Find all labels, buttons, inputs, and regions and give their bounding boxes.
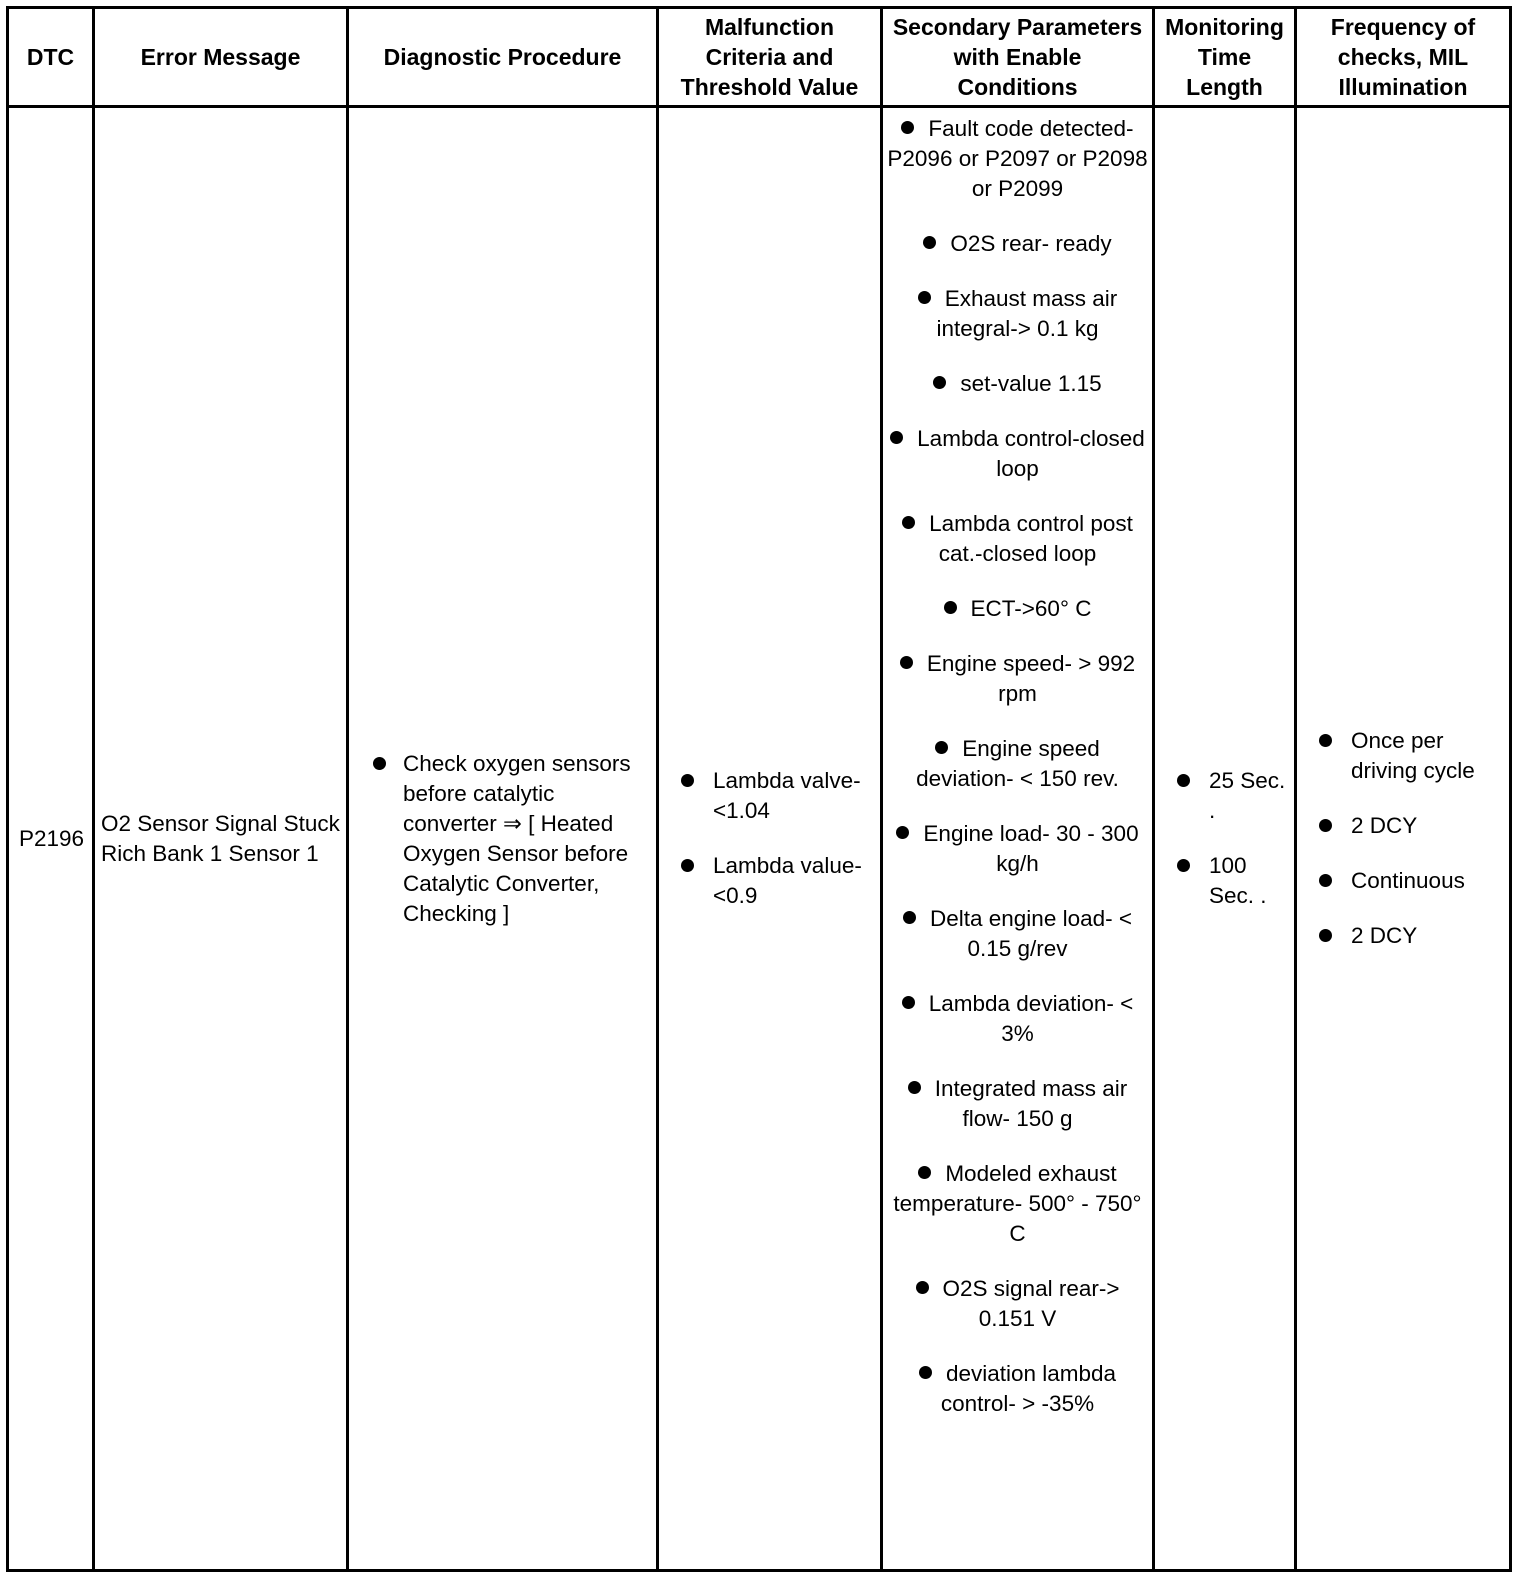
list-item <box>887 649 1148 709</box>
list-item-text: Delta engine load- < 0.15 g/rev <box>929 906 1133 961</box>
list-item-text: Continuous <box>1351 868 1465 893</box>
list-item <box>887 229 1148 259</box>
list-item-text: 2 DCY <box>1351 813 1418 838</box>
list-item <box>1155 851 1294 911</box>
list-item <box>887 1159 1148 1249</box>
bullet-icon <box>918 1166 931 1179</box>
bullet-icon <box>681 774 694 787</box>
table-row <box>8 107 1511 1571</box>
list-item <box>887 819 1148 879</box>
bullet-icon <box>681 859 694 872</box>
header-error-message: Error Message <box>94 8 348 107</box>
list-item <box>349 749 656 929</box>
list-item-text: Engine speed deviation- < 150 rev. <box>916 736 1119 791</box>
error-message: O2 Sensor Signal Stuck Rich Bank 1 Sensor 1 <box>94 107 348 1571</box>
list-item-text: 2 DCY <box>1351 923 1418 948</box>
header-row <box>8 8 1511 107</box>
secondary-parameters-list <box>883 114 1152 1419</box>
diagnostic-procedure-cell <box>348 107 658 1571</box>
diagnostic-procedure-list <box>349 749 656 929</box>
list-item-text: Integrated mass air flow- 150 g <box>934 1076 1128 1131</box>
list-item <box>887 424 1148 484</box>
dtc-code: P2196 <box>8 107 94 1571</box>
list-item <box>887 114 1148 204</box>
header-monitoring-time: Monitoring Time Length <box>1154 8 1296 107</box>
list-item-text: Engine load- 30 - 300 kg/h <box>923 821 1139 876</box>
list-item-text: set-value 1.15 <box>960 371 1102 396</box>
bullet-icon <box>933 376 946 389</box>
bullet-icon <box>918 291 931 304</box>
list-item-text: Check oxygen sensors before catalytic converter ⇒ [ Heated Oxygen Sensor before Catalytic Converter, Checking ] <box>403 750 631 926</box>
list-item <box>887 594 1148 624</box>
list-item-text: Once per driving cycle <box>1351 728 1475 783</box>
list-item <box>1297 811 1509 841</box>
bullet-icon <box>923 236 936 249</box>
header-malfunction-criteria: Malfunction Criteria and Threshold Value <box>658 8 882 107</box>
list-item-text: Lambda deviation- < 3% <box>928 991 1134 1046</box>
list-item <box>1297 866 1509 896</box>
secondary-parameters-cell <box>882 107 1154 1571</box>
list-item-text: Lambda control post cat.-closed loop <box>929 511 1133 566</box>
list-item-text: Lambda value-<0.9 <box>713 853 862 908</box>
bullet-icon <box>944 601 957 614</box>
bullet-icon <box>935 741 948 754</box>
list-item-text: O2S signal rear-> 0.151 V <box>942 1276 1120 1331</box>
list-item <box>1297 726 1509 786</box>
header-diagnostic-procedure: Diagnostic Procedure <box>348 8 658 107</box>
list-item-text: Exhaust mass air integral-> 0.1 kg <box>936 286 1118 341</box>
header-dtc: DTC <box>8 8 94 107</box>
list-item <box>659 766 880 826</box>
malfunction-criteria-cell <box>658 107 882 1571</box>
bullet-icon <box>916 1281 929 1294</box>
bullet-icon <box>1177 859 1190 872</box>
bullet-icon <box>890 431 903 444</box>
bullet-icon <box>1319 929 1332 942</box>
list-item-text: Lambda valve-<1.04 <box>713 768 861 823</box>
list-item <box>1155 766 1294 826</box>
list-item-text: 25 Sec. . <box>1209 768 1286 823</box>
list-item-text: Lambda control-closed loop <box>917 426 1145 481</box>
bullet-icon <box>1319 734 1332 747</box>
monitoring-time-list <box>1155 766 1294 911</box>
list-item <box>887 1274 1148 1334</box>
dtc-table <box>6 6 1512 1572</box>
list-item <box>887 509 1148 569</box>
list-item <box>887 1359 1148 1419</box>
list-item-text: 100 Sec. . <box>1209 853 1267 908</box>
malfunction-criteria-list <box>659 766 880 911</box>
bullet-icon <box>900 656 913 669</box>
list-item-text: O2S rear- ready <box>950 231 1112 256</box>
bullet-icon <box>902 996 915 1009</box>
bullet-icon <box>902 516 915 529</box>
list-item-text: deviation lambda control- > -35% <box>940 1361 1117 1416</box>
frequency-list <box>1297 726 1509 951</box>
list-item <box>887 989 1148 1049</box>
list-item-text: Engine speed- > 992 rpm <box>926 651 1136 706</box>
monitoring-time-cell <box>1154 107 1296 1571</box>
bullet-icon <box>373 757 386 770</box>
list-item <box>887 369 1148 399</box>
list-item <box>887 284 1148 344</box>
list-item <box>1297 921 1509 951</box>
bullet-icon <box>1319 874 1332 887</box>
list-item-text: Fault code detected- P2096 or P2097 or P2098 or P2099 <box>887 116 1148 201</box>
list-item-text: Modeled exhaust temperature- 500° - 750° C <box>893 1161 1142 1246</box>
frequency-cell <box>1296 107 1511 1571</box>
list-item <box>887 734 1148 794</box>
bullet-icon <box>896 826 909 839</box>
list-item <box>887 1074 1148 1134</box>
bullet-icon <box>919 1366 932 1379</box>
list-item <box>659 851 880 911</box>
bullet-icon <box>1177 774 1190 787</box>
header-frequency: Frequency of checks, MIL Illumination <box>1296 8 1511 107</box>
bullet-icon <box>901 121 914 134</box>
header-secondary-parameters: Secondary Parameters with Enable Conditions <box>882 8 1154 107</box>
bullet-icon <box>1319 819 1332 832</box>
bullet-icon <box>908 1081 921 1094</box>
bullet-icon <box>903 911 916 924</box>
list-item <box>887 904 1148 964</box>
dtc-table-container <box>6 6 1512 1572</box>
list-item-text: ECT->60° C <box>970 596 1092 621</box>
